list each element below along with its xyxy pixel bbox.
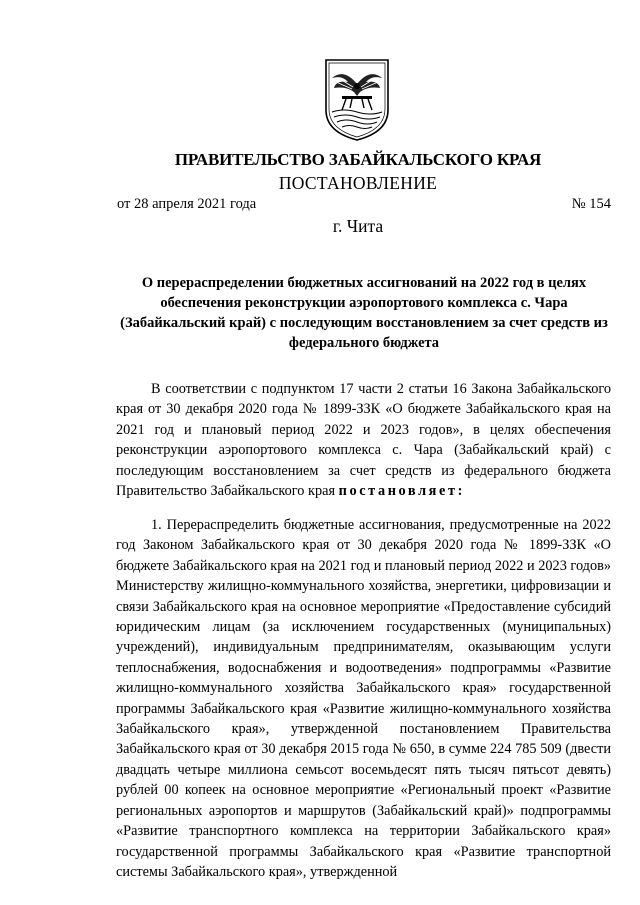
resolves-word: постановляет: (338, 483, 465, 500)
preamble-paragraph (116, 379, 611, 501)
document-date: от 28 апреля 2021 года (117, 196, 257, 212)
item-1-paragraph: 1. Перераспределить бюджетные ассигнования, предусмотренные на 2022 год Законом Забайкальского края от 30 декабря 2020 года № 1899-ЗЗК «О бюджете Забайкальского края на 2021 год и плановый период 2022 и 2023 годов» Министерству жилищно-коммунального хозяйства, энергетики, цифровизации и связи Забайкальского края на основное мероприятие «Предоставление субсидий юридическим лицам (за исключением государственных (муниципальных) учреждений), индивидуальным предпринимателям, оказывающим услуги теплоснабжения, водоснабжения и водоотведения» подпрограммы «Развитие жилищно-коммунального хозяйства Забайкальского края» государственной программы Забайкальского края «Развитие жилищно-коммунального хозяйства Забайкальского края», утвержденной постановлением Правительства Забайкальского края от 30 декабря 2015 года № 650, в сумме 224 785 509 (двести двадцать четыре миллиона семьсот восемьдесят пять тысяч пятьсот девять) рублей 00 копеек на основное мероприятие «Региональный проект «Развитие региональных аэропортов и маршрутов (Забайкальский край)» подпрограммы «Развитие транспортного комплекса на территории Забайкальского края» государственной программы Забайкальского края «Развитие транспортной системы Забайкальского края», утвержденной (116, 517, 611, 880)
zabaikalsky-krai-coat-of-arms-icon (322, 58, 392, 142)
government-title: ПРАВИТЕЛЬСТВО ЗАБАЙКАЛЬСКОГО КРАЯ (174, 150, 542, 169)
document-type: ПОСТАНОВЛЕНИЕ (278, 173, 438, 193)
document-city: г. Чита (332, 216, 384, 236)
document-number: № 154 (571, 196, 611, 212)
preamble-text: В соответствии с подпунктом 17 части 2 статьи 16 Закона Забайкальского края от 30 декабря 2020 года № 1899-ЗЗК «О бюджете Забайкальского края на 2021 год и плановый период 2022 и 2023 годов», в целях обеспечения реконструкции аэропортового комплекса с. Чара (Забайкальский край) с последующим восстановлением за счет средств из федерального бюджета Правительство Забайкальского края (116, 381, 611, 500)
document-subject: О перераспределении бюджетных ассигнований на 2022 год в целях обеспечения реконструкции аэропортового комплекса с. Чара (Забайкальский край) с последующим восстановлением за счет средств из федерального бюджета (120, 275, 608, 351)
